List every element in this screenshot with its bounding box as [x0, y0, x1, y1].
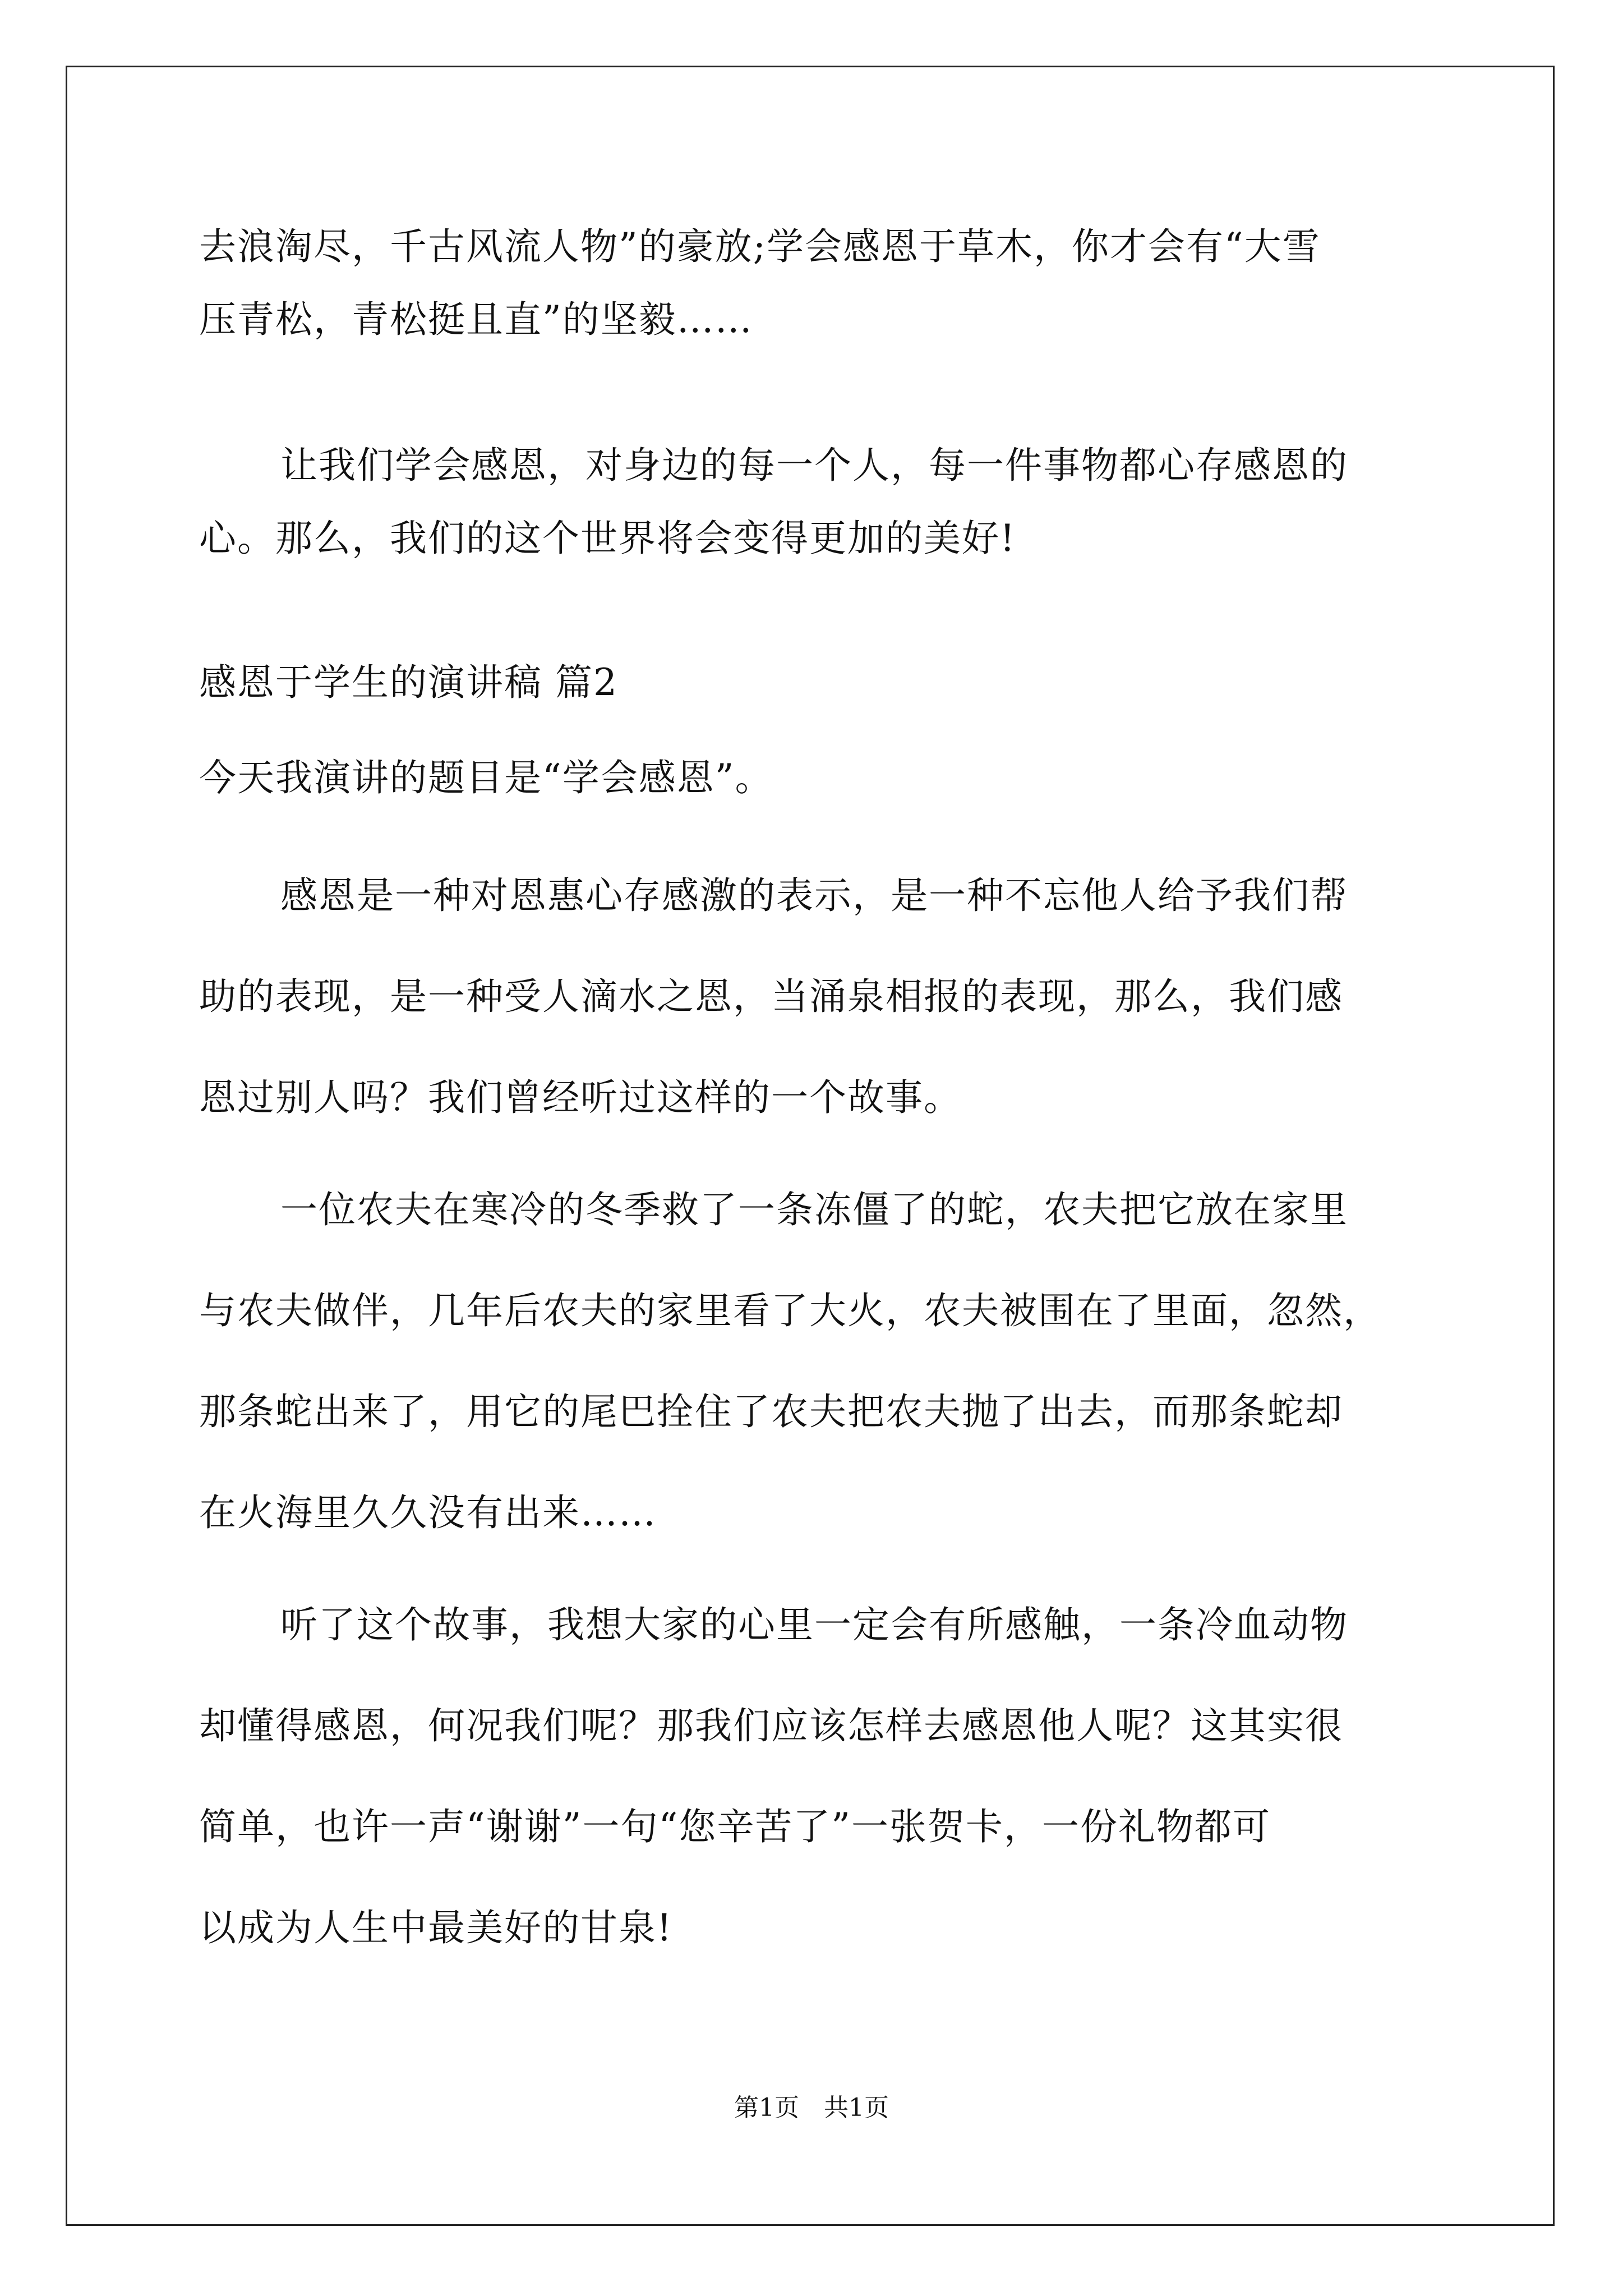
body-text-line: 简单，也许一声“谢谢”一句“您辛苦了”一张贺卡，一份礼物都可	[199, 1805, 1271, 1848]
body-text-line: 一位农夫在寒冷的冬季救了一条冻僵了的蛇，农夫把它放在家里	[280, 1188, 1348, 1231]
page-number-footer: 第1页 共1页	[734, 2093, 889, 2122]
body-text-line: 今天我演讲的题目是“学会感恩”。	[199, 756, 773, 799]
page-border	[66, 66, 1555, 2226]
body-text-line: 那条蛇出来了，用它的尾巴拴住了农夫把农夫抛了出去，而那条蛇却	[199, 1390, 1343, 1433]
body-text-line: 心。那么，我们的这个世界将会变得更加的美好!	[199, 517, 1016, 560]
body-text-line: 恩过别人吗？我们曾经听过这样的一个故事。	[199, 1076, 962, 1119]
body-text-line: 去浪淘尽，千古风流人物”的豪放;学会感恩于草木，你才会有“大雪	[199, 225, 1321, 268]
body-text-line: 在火海里久久没有出来……	[199, 1491, 657, 1534]
body-text-line: 却懂得感恩，何况我们呢？那我们应该怎样去感恩他人呢？这其实很	[199, 1704, 1343, 1747]
body-text-line: 与农夫做伴，几年后农夫的家里看了大火，农夫被围在了里面，忽然，	[199, 1289, 1381, 1332]
section-heading: 感恩于学生的演讲稿 篇2	[199, 661, 618, 704]
body-text-line: 压青松，青松挺且直”的坚毅……	[199, 298, 753, 341]
body-text-line: 助的表现，是一种受人滴水之恩，当涌泉相报的表现，那么，我们感	[199, 975, 1343, 1018]
body-text-line: 感恩是一种对恩惠心存感激的表示，是一种不忘他人给予我们帮	[280, 874, 1348, 917]
body-text-line: 让我们学会感恩，对身边的每一个人，每一件事物都心存感恩的	[280, 444, 1348, 487]
body-text-line: 听了这个故事，我想大家的心里一定会有所感触，一条冷血动物	[280, 1603, 1348, 1646]
body-text-line: 以成为人生中最美好的甘泉!	[199, 1906, 673, 1949]
